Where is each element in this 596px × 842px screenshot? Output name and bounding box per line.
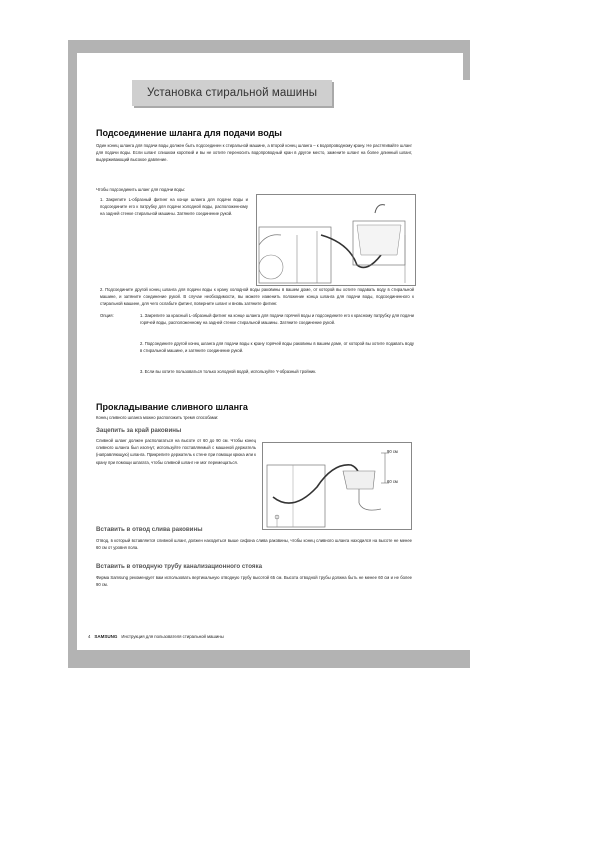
option-label: Опция: [100,313,114,318]
page-title-box [132,80,332,106]
subheading-sink-drain: Вставить в отвод слива раковины [96,526,203,533]
step-2-text: 2. Подсоедините другой конец шланга для подачи воды к крану холодной воды раковины в вашем доме, от которой вы хотите подавать воду в стиральной машине, и затяните соединение рукой. В случае необходимости, вы можете изменить положение конца шланга для подачи воды, подсоединенного к стиральной машине, для чего ослабьте фитинг, поверните шланг и вновь затяните фитинг. [100,287,414,307]
section-heading-drain-hose: Прокладывание сливного шланга [96,402,248,412]
footer-text: Инструкция для пользователя стиральной машины [121,634,224,639]
option-2-text: 2. Подсоедините другой конец шланга для подачи воды к крану горячей воды раковины в вашем доме, от которой вы хотите подавать воду в стиральной машине, и затяните соединение рукой. [140,341,414,354]
section-heading-water-hose: Подсоединение шланга для подачи воды [96,128,282,138]
page-frame-right [463,40,470,80]
option-1-text: 1. Закрепите за красный L-образный фитинг на конце шланга для подачи горячей воды и подсоедините его к красному патрубку для подачи горячей воды, расположенному на задней стенке стиральной машины. Затяните соединение рукой. [140,313,414,326]
sink-drain-text: Отвод, в который вставляется сливной шланг, должен находиться выше сифона слива раковины, чтобы конец сливного шланга находился на высоте не менее 60 см от уровня пола. [96,538,412,551]
section-intro-water-hose: Один конец шланга для подачи воды должен быть подсоединен к стиральной машине, а второй конец шланга – к водопроводному крану. Не растягивайте шланг для подачи воды. Если шланг слишком короткий и вы не хотите переносить водопроводный кран в другое место, замените шланг на более длинный шланг, выдерживающий высокое давление. [96,143,412,163]
page-frame-bottom [68,650,470,668]
sink-edge-text: Сливной шланг должен располагаться на высоте от 60 до 90 см. Чтобы конец сливного шланга был изогнут, используйте поставляемый с машиной держатель (направляющую) шланга. Прикрепите держатель к стене при помощи крюка или к крану при помощи шпагата, чтобы сливной шланг не мог перемещаться. [96,438,256,465]
water-hose-drawing [257,195,415,285]
page-frame-left [68,40,77,668]
brand-logo: SAMSUNG [94,634,118,639]
steps-lead: Чтобы подсоединить шланг для подачи воды: [96,187,186,192]
page-number: 4 [88,634,91,639]
page-footer [88,634,224,639]
height-label-top: 90 см [387,449,398,454]
page-frame-top [68,40,470,53]
option-3-text: 3. Если вы хотите пользоваться только холодной водой, используйте Y-образный тройник. [140,369,317,374]
water-hose-illustration [256,194,416,286]
standpipe-text: Фирма Samsung рекомендует вам использовать вертикальную отводную трубу высотой 65 см. Высота отводной трубы должна быть не менее 60 см и не более 90 см. [96,575,412,588]
height-label-bottom: 60 см [387,479,398,484]
drain-hose-drawing [263,443,411,529]
page-title: Установка стиральной машины [146,87,318,99]
subheading-standpipe: Вставить в отводную трубу канализационного стояка [96,563,263,570]
drain-hose-illustration [262,442,412,530]
section-intro-drain-hose: Конец сливного шланга можно расположить тремя способами: [96,415,219,420]
step-1-text: 1. Закрепите L-образный фитинг на конце шланга для подачи воды и подсоедините его к патрубку для подачи холодной воды, расположенному на задней стенке стиральной машины. Затяните соединение рукой. [100,197,248,217]
subheading-sink-edge: Зацепить за край раковины [96,427,182,434]
